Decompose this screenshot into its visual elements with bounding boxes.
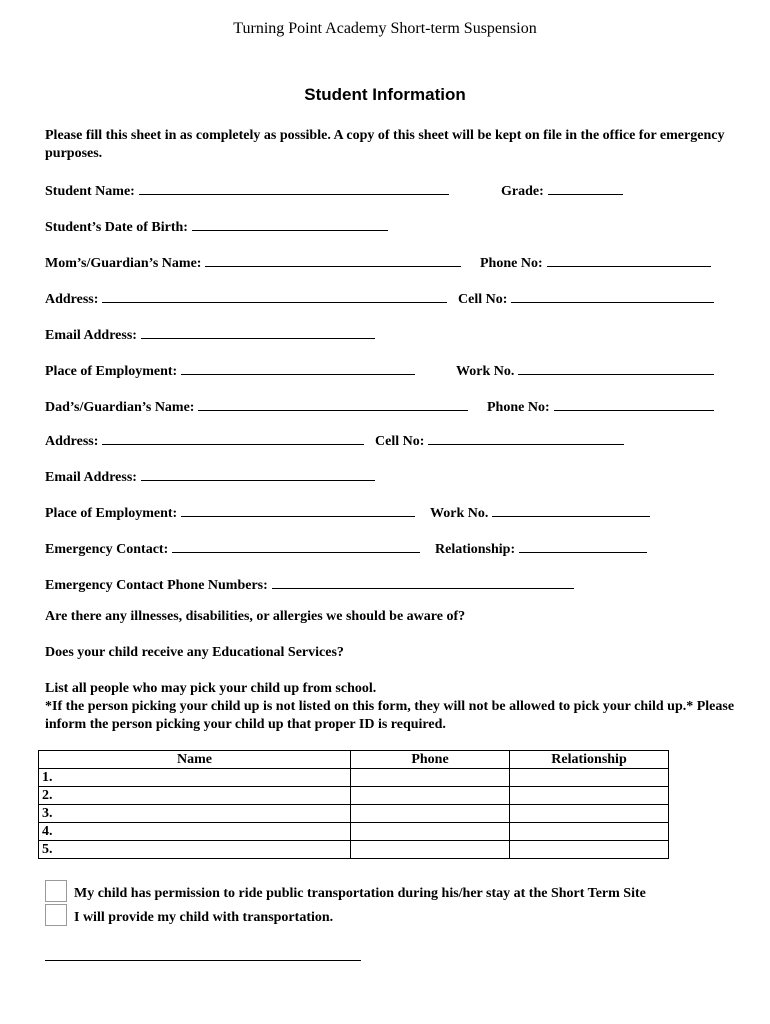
table-row [39, 823, 669, 841]
services-question: Does your child receive any Educational Services? [45, 645, 344, 660]
dad-name-field [45, 396, 468, 416]
phone-cell[interactable] [351, 769, 510, 787]
dad-email-line[interactable] [141, 466, 375, 481]
dad-employment-field [45, 502, 415, 522]
dad-email-label: Email Address: [45, 470, 137, 485]
pickup-line-2: *If the person picking your child up is not listed on this form, they will not be allowed to pick your child up.* Please inform the person picking your child up that proper ID is required. [45, 699, 735, 732]
mom-work-line[interactable] [518, 360, 714, 375]
mom-work-label: Work No. [456, 364, 515, 379]
dad-phone-line[interactable] [554, 396, 714, 411]
table-row [39, 787, 669, 805]
mom-name-label: Mom’s/Guardian’s Name: [45, 256, 202, 271]
dad-work-label: Work No. [430, 506, 489, 521]
row-number[interactable]: 4. [39, 823, 351, 841]
dad-cell-label: Cell No: [375, 434, 425, 449]
relationship-column-header: Relationship [510, 751, 669, 769]
dob-field [45, 216, 388, 236]
dob-label: Student’s Date of Birth: [45, 220, 188, 235]
grade-line[interactable] [548, 180, 623, 195]
phone-column-header: Phone [351, 751, 510, 769]
pickup-table [38, 750, 669, 859]
mom-email-field [45, 324, 375, 344]
table-row [39, 769, 669, 787]
emergency-contact-label: Emergency Contact: [45, 542, 169, 557]
relationship-line[interactable] [519, 538, 647, 553]
emergency-phones-line[interactable] [272, 574, 574, 589]
row-number[interactable]: 1. [39, 769, 351, 787]
own-transport-label: I will provide my child with transportation. [74, 910, 334, 925]
row-number[interactable]: 5. [39, 841, 351, 859]
mom-address-field [45, 288, 447, 308]
emergency-phones-label: Emergency Contact Phone Numbers: [45, 578, 268, 593]
page-title: Student Information [304, 85, 466, 104]
table-row [39, 841, 669, 859]
student-name-line[interactable] [139, 180, 449, 195]
mom-cell-line[interactable] [511, 288, 714, 303]
signature-line[interactable] [45, 960, 361, 961]
mom-address-label: Address: [45, 292, 99, 307]
relationship-cell[interactable] [510, 841, 669, 859]
student-name-field [45, 180, 449, 200]
mom-email-line[interactable] [141, 324, 375, 339]
emergency-phones-field [45, 574, 574, 594]
dad-employment-line[interactable] [181, 502, 415, 517]
relationship-cell[interactable] [510, 769, 669, 787]
grade-label: Grade: [501, 184, 544, 199]
student-name-label: Student Name: [45, 184, 135, 199]
mom-cell-field [458, 288, 714, 308]
relationship-cell[interactable] [510, 787, 669, 805]
intro-text: Please fill this sheet in as completely as possible. A copy of this sheet will be kept on file in the office for emergency purposes. [45, 128, 725, 161]
dad-cell-field [375, 430, 624, 450]
mom-phone-line[interactable] [547, 252, 711, 267]
mom-cell-label: Cell No: [458, 292, 508, 307]
emergency-contact-line[interactable] [172, 538, 420, 553]
phone-cell[interactable] [351, 787, 510, 805]
mom-employment-label: Place of Employment: [45, 364, 178, 379]
relationship-cell[interactable] [510, 805, 669, 823]
row-number[interactable]: 3. [39, 805, 351, 823]
mom-employment-line[interactable] [181, 360, 415, 375]
row-number[interactable]: 2. [39, 787, 351, 805]
dad-email-field [45, 466, 375, 486]
mom-name-line[interactable] [205, 252, 461, 267]
mom-name-field [45, 252, 461, 272]
table-row [39, 805, 669, 823]
phone-cell[interactable] [351, 841, 510, 859]
emergency-contact-field [45, 538, 420, 558]
dad-address-label: Address: [45, 434, 99, 449]
dad-name-line[interactable] [198, 396, 468, 411]
dad-cell-line[interactable] [428, 430, 624, 445]
dob-line[interactable] [192, 216, 388, 231]
public-transport-checkbox[interactable] [45, 880, 67, 902]
mom-phone-label: Phone No: [480, 256, 543, 271]
dad-address-field [45, 430, 364, 450]
dad-name-label: Dad’s/Guardian’s Name: [45, 400, 195, 415]
public-transport-label: My child has permission to ride public transportation during his/her stay at the Short Term Site [74, 886, 646, 901]
relationship-cell[interactable] [510, 823, 669, 841]
illnesses-question: Are there any illnesses, disabilities, or allergies we should be aware of? [45, 609, 466, 624]
dad-phone-label: Phone No: [487, 400, 550, 415]
relationship-field [435, 538, 647, 558]
grade-field [501, 180, 623, 200]
name-column-header: Name [39, 751, 351, 769]
dad-work-line[interactable] [492, 502, 650, 517]
mom-phone-field [480, 252, 711, 272]
table-header-row [39, 751, 669, 769]
dad-work-field [430, 502, 650, 522]
relationship-label: Relationship: [435, 542, 516, 557]
pickup-instructions [45, 680, 735, 734]
own-transport-checkbox[interactable] [45, 904, 67, 926]
mom-work-field [456, 360, 714, 380]
phone-cell[interactable] [351, 805, 510, 823]
dad-employment-label: Place of Employment: [45, 506, 178, 521]
mom-email-label: Email Address: [45, 328, 137, 343]
mom-employment-field [45, 360, 415, 380]
document-header: Turning Point Academy Short-term Suspension [233, 20, 537, 37]
pickup-line-1: List all people who may pick your child up from school. [45, 681, 377, 696]
dad-address-line[interactable] [102, 430, 364, 445]
phone-cell[interactable] [351, 823, 510, 841]
dad-phone-field [487, 396, 714, 416]
mom-address-line[interactable] [102, 288, 447, 303]
